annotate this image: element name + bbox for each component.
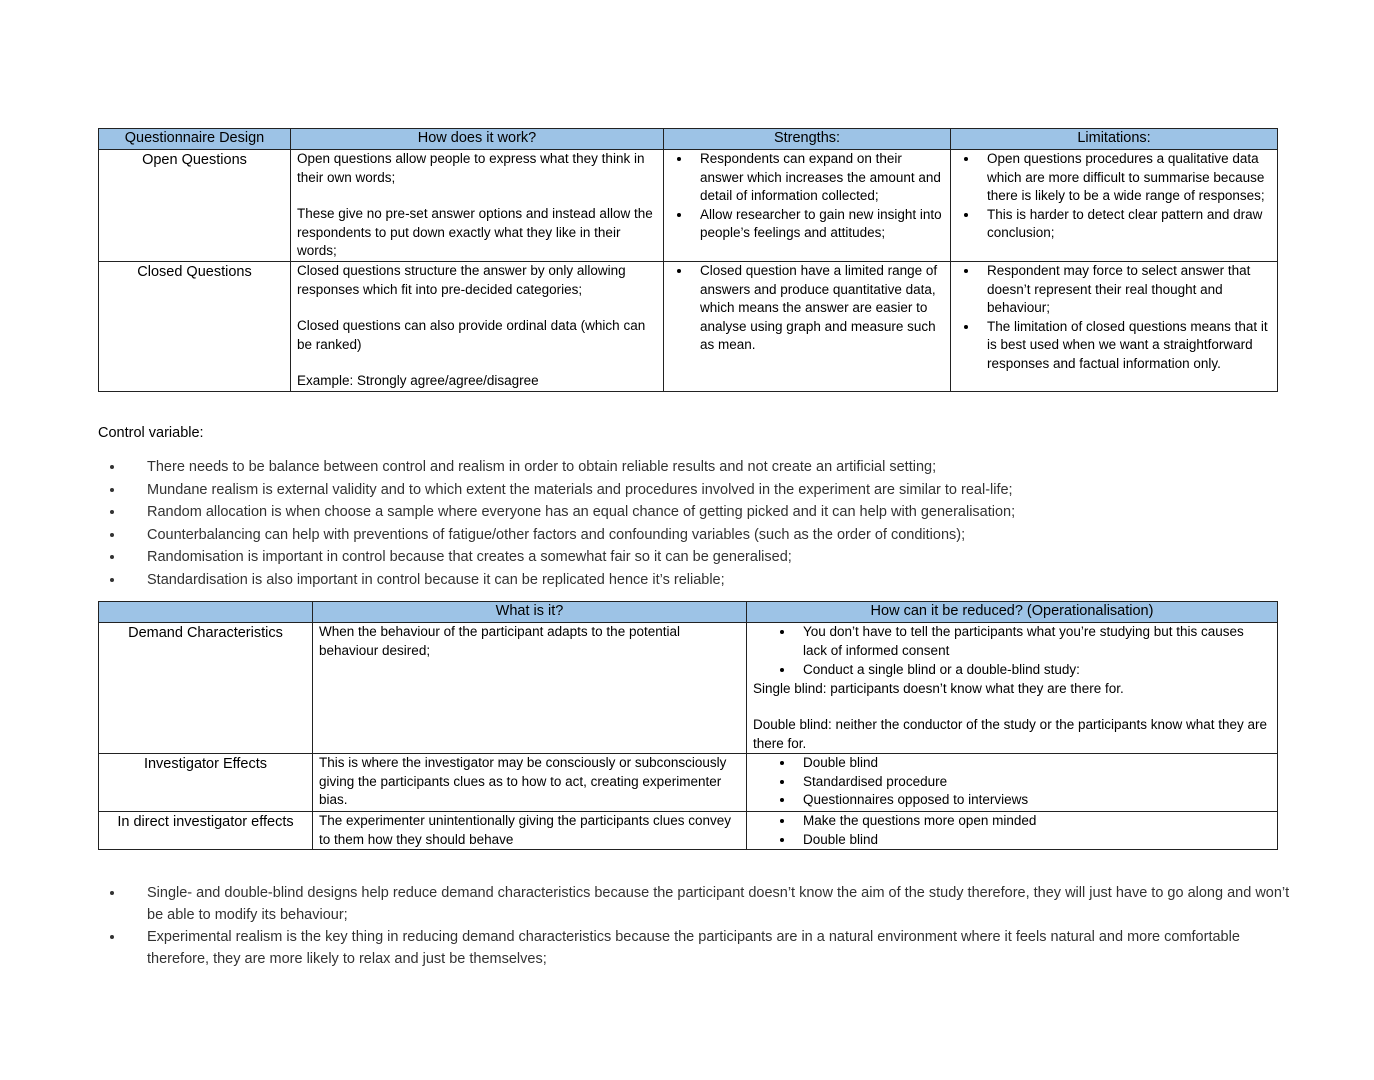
- double-blind-note: Double blind: neither the conductor of the study or the participants know what they are there for.: [753, 717, 1268, 751]
- strengths-cell: [664, 262, 951, 392]
- list-item: • Counterbalancing can help with preventions of fatigue/other factors and confounding variables (such as the order of conditions);: [125, 524, 1265, 547]
- table-row: [99, 262, 1278, 392]
- list-item: • The limitation of closed questions means that it is best used when we want a straightforward responses and factual information only.: [979, 318, 1271, 374]
- list-item: • Double blind: [795, 754, 1271, 773]
- list-item: • Respondent may force to select answer that doesn’t represent their real thought and behaviour;: [979, 262, 1271, 318]
- col-header: Questionnaire Design: [99, 129, 291, 150]
- limitations-cell: [951, 150, 1278, 262]
- list-item: • Experimental realism is the key thing in reducing demand characteristics because the participants are in a natural environment where it feels natural and more comfortable therefore, they are more likely to relax and just be themselves;: [125, 926, 1305, 970]
- col-header: How can it be reduced? (Operationalisation): [747, 602, 1278, 623]
- list-item: • Respondents can expand on their answer which increases the amount and detail of information collected;: [692, 150, 944, 206]
- list-item: • Single- and double-blind designs help reduce demand characteristics because the participant doesn’t know the aim of the study therefore, they will just have to go along and won’t be able to modify its behaviour;: [125, 882, 1305, 926]
- what-cell: This is where the investigator may be consciously or subconsciously giving the participants clues as to how to act, creating experimenter bias.: [313, 754, 747, 812]
- single-blind-note: Single blind: participants doesn’t know what they are there for.: [753, 680, 1124, 696]
- col-header: Limitations:: [951, 129, 1278, 150]
- how-cell: Closed questions structure the answer by only allowing responses which fit into pre-decided categories; Closed questions can also provide ordinal data (which can be ranked) Example: Strongly agree/agree/disagree: [291, 262, 664, 392]
- what-cell: When the behaviour of the participant adapts to the potential behaviour desired;: [313, 623, 747, 754]
- list-item: • Standardised procedure: [795, 773, 1271, 792]
- what-cell: The experimenter unintentionally giving the participants clues convey to them how they should behave: [313, 812, 747, 850]
- list-item: • Allow researcher to gain new insight into people’s feelings and attitudes;: [692, 206, 944, 243]
- table-row: [99, 150, 1278, 262]
- control-variable-heading: Control variable:: [98, 425, 204, 441]
- list-item: • Closed question have a limited range of answers and produce quantitative data, which means the answer are easier to analyse using graph and measure such as mean.: [692, 262, 944, 355]
- row-label: Demand Characteristics: [99, 623, 313, 754]
- table-row: [99, 623, 1278, 754]
- reduce-cell: [747, 754, 1278, 812]
- list-item: • Standardisation is also important in control because it can be replicated hence it’s reliable;: [125, 569, 1265, 592]
- list-item: • Mundane realism is external validity and to which extent the materials and procedures involved in the experiment are similar to real-life;: [125, 479, 1265, 502]
- list-item: • Open questions procedures a qualitative data which are more difficult to summarise because there is likely to be a wide range of responses;: [979, 150, 1271, 206]
- col-header: What is it?: [313, 602, 747, 623]
- strengths-cell: [664, 150, 951, 262]
- row-label: Investigator Effects: [99, 754, 313, 812]
- table-row: [99, 754, 1278, 812]
- list-item: • Randomisation is important in control because that creates a somewhat fair so it can be generalised;: [125, 546, 1265, 569]
- list-item: • Questionnaires opposed to interviews: [795, 791, 1271, 810]
- limitations-cell: [951, 262, 1278, 392]
- reduce-cell: [747, 812, 1278, 850]
- table-header-row: [99, 129, 1278, 150]
- list-item: • Make the questions more open minded: [795, 812, 1271, 831]
- list-item: • You don’t have to tell the participants what you’re studying but this causes lack of informed consent: [795, 623, 1271, 660]
- list-item: • This is harder to detect clear pattern and draw conclusion;: [979, 206, 1271, 243]
- row-label: Open Questions: [99, 150, 291, 262]
- how-cell: Open questions allow people to express what they think in their own words; These give no pre-set answer options and instead allow the respondents to put down exactly what they like in their words;: [291, 150, 664, 262]
- reduce-cell: [747, 623, 1278, 754]
- col-header: How does it work?: [291, 129, 664, 150]
- row-label: In direct investigator effects: [99, 812, 313, 850]
- investigator-effects-table: [98, 601, 1278, 850]
- list-item: • Random allocation is when choose a sample where everyone has an equal chance of getting picked and it can help with generalisation;: [125, 501, 1265, 524]
- list-item: • Double blind: [795, 831, 1271, 850]
- list-item: • Conduct a single blind or a double-blind study:: [795, 661, 1271, 680]
- list-item: • There needs to be balance between control and realism in order to obtain reliable results and not create an artificial setting;: [125, 456, 1265, 479]
- row-label: Closed Questions: [99, 262, 291, 392]
- col-header: Strengths:: [664, 129, 951, 150]
- questionnaire-design-table: [98, 128, 1278, 392]
- col-header: [99, 602, 313, 623]
- control-variable-list: [98, 456, 1265, 591]
- table-header-row: [99, 602, 1278, 623]
- notes-list: [98, 882, 1305, 970]
- table-row: [99, 812, 1278, 850]
